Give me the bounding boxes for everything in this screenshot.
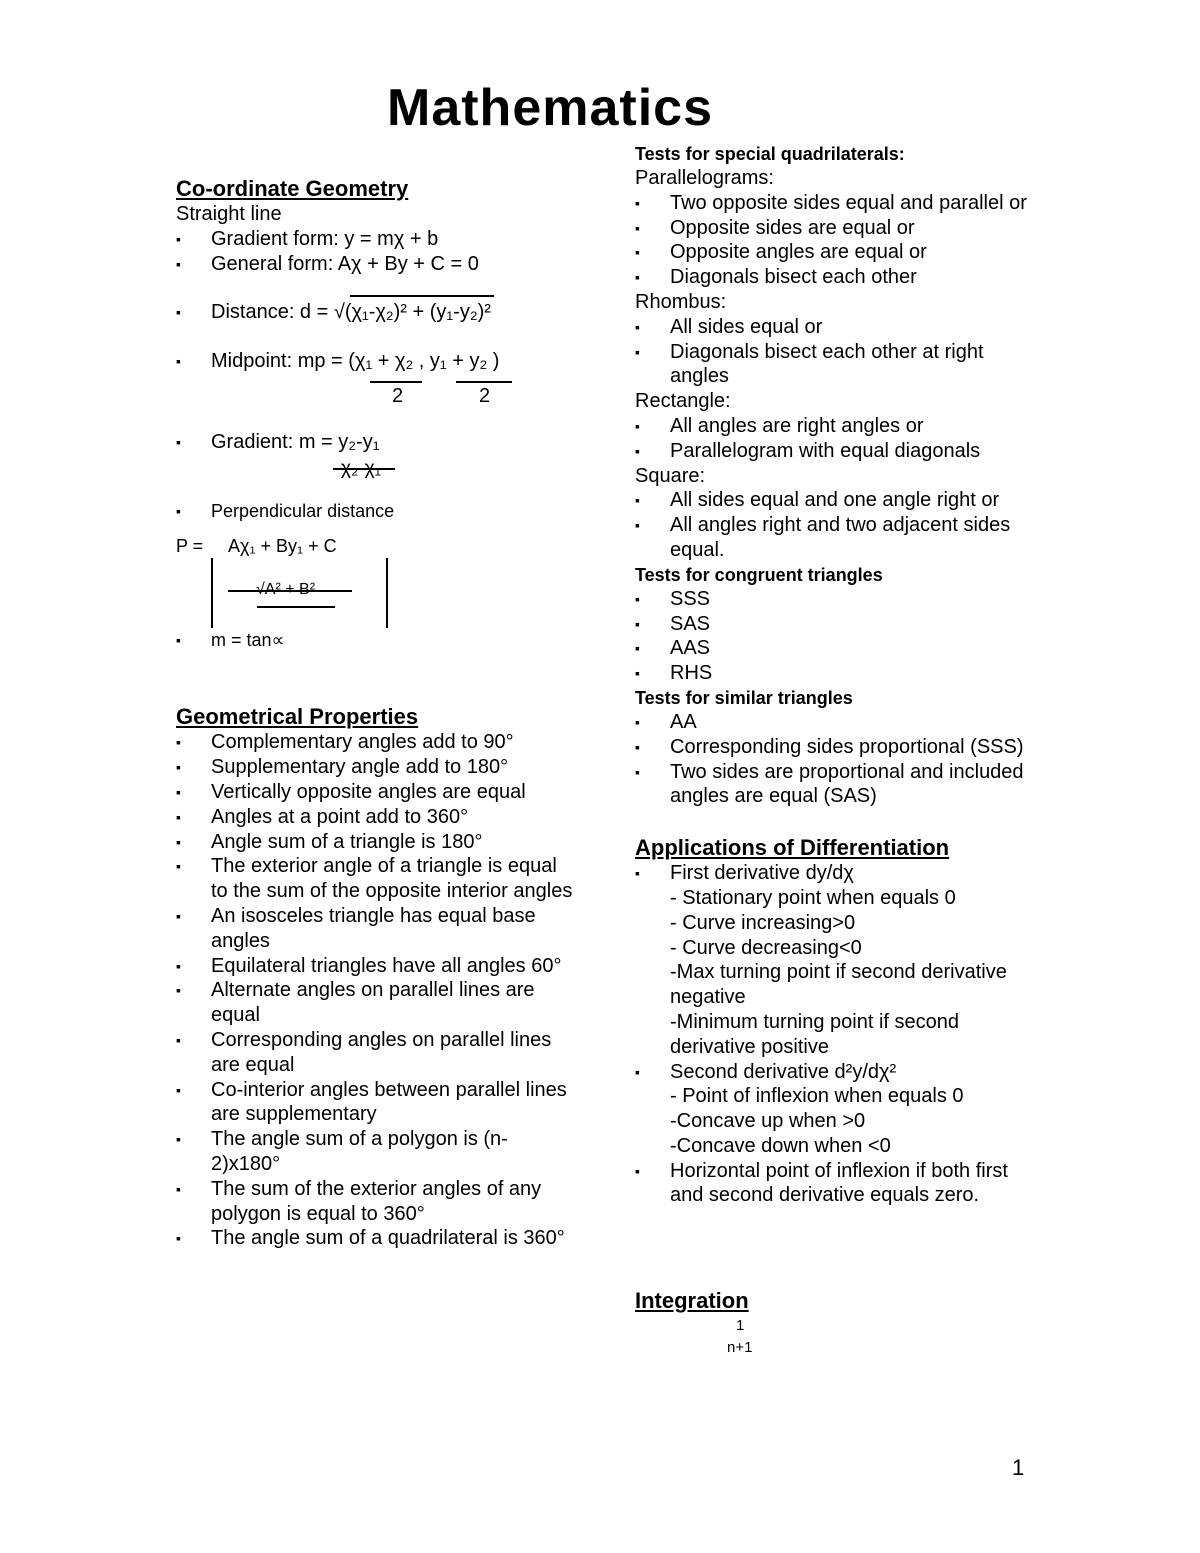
geometrical-property-item: ▪ Vertically opposite angles are equal xyxy=(176,780,576,805)
second-derivative-details xyxy=(635,1084,1035,1158)
general-form: ▪ General form: Aχ + By + C = 0 xyxy=(176,252,576,277)
similar-item: ▪ AA xyxy=(635,710,1035,735)
congruent-list xyxy=(635,587,1035,686)
similar-list xyxy=(635,710,1035,809)
right-column xyxy=(635,142,1035,1358)
p-equals: P = xyxy=(176,535,204,556)
rhombus-list xyxy=(635,315,1035,389)
midpoint-den-2: 2 xyxy=(479,384,491,407)
abs-right-bar xyxy=(386,558,388,628)
first-derivative-detail: - Stationary point when equals 0 xyxy=(670,886,956,909)
perpendicular-formula xyxy=(176,524,576,620)
square-item: ▪ All sides equal and one angle right or xyxy=(635,488,1035,513)
sqrt-overline xyxy=(350,295,494,297)
parallelograms-label: Parallelograms: xyxy=(635,167,774,189)
geometrical-property-item: ▪ Supplementary angle add to 180° xyxy=(176,755,576,780)
midpoint-list xyxy=(176,349,576,374)
midpoint-den-1: 2 xyxy=(392,384,404,407)
left-column xyxy=(176,176,576,1251)
first-derivative-detail: -Max turning point if second derivative negative xyxy=(670,961,1007,1009)
geometrical-property-item: ▪ The angle sum of a polygon is (n-2)x180° xyxy=(176,1127,576,1177)
straight-line-label: Straight line xyxy=(176,203,282,225)
gradient-list xyxy=(176,430,576,455)
p-numerator: Aχ₁ + By₁ + C xyxy=(228,535,337,556)
geometrical-property-item: ▪ Angles at a point add to 360° xyxy=(176,805,576,830)
p-denominator: √A² + B² xyxy=(256,580,316,598)
geometrical-property-item: ▪ Complementary angles add to 90° xyxy=(176,730,576,755)
tan-list xyxy=(176,628,576,653)
congruent-heading: Tests for congruent triangles xyxy=(635,564,883,585)
integration-fraction xyxy=(635,1314,1035,1358)
parallelogram-item: ▪ Opposite sides are equal or xyxy=(635,216,1035,241)
page-number: 1 xyxy=(1012,1455,1025,1480)
parallelogram-list xyxy=(635,191,1035,290)
integration-numerator: 1 xyxy=(736,1317,745,1335)
page-title: Mathematics xyxy=(387,79,713,137)
midpoint-bar-2 xyxy=(456,381,512,383)
similar-item: ▪ Corresponding sides proportional (SSS) xyxy=(635,735,1035,760)
straight-line-list xyxy=(176,227,576,277)
integration-denominator: n+1 xyxy=(727,1339,753,1357)
first-derivative-detail: - Curve increasing>0 xyxy=(670,911,856,934)
first-derivative: ▪ First derivative dy/dχ xyxy=(635,861,1035,886)
differentiation-list xyxy=(635,861,1035,886)
rectangle-list xyxy=(635,414,1035,464)
second-derivative-detail: -Concave down when <0 xyxy=(670,1134,891,1157)
gradient-form: ▪ Gradient form: y = mχ + b xyxy=(176,227,576,252)
rhombus-item: ▪ Diagonals bisect each other at right angles xyxy=(635,340,1035,390)
geometrical-property-item: ▪ The sum of the exterior angles of any polygon is equal to 360° xyxy=(176,1177,576,1227)
perpendicular-distance-label: ▪ Perpendicular distance xyxy=(176,499,576,524)
geometrical-properties-list xyxy=(176,730,576,1251)
midpoint-bar-1 xyxy=(370,381,422,383)
second-derivative: ▪ Second derivative d²y/dχ² xyxy=(635,1060,1035,1085)
rectangle-item: ▪ All angles are right angles or xyxy=(635,414,1035,439)
first-derivative-details xyxy=(635,886,1035,1060)
distance-formula: ▪ Distance: d = √(χ₁-χ₂)² + (y₁-y₂)² xyxy=(176,300,576,325)
tan-formula: ▪ m = tan∝ xyxy=(176,628,576,653)
geometrical-property-item: ▪ Co-interior angles between parallel lines are supplementary xyxy=(176,1078,576,1128)
first-derivative-detail: - Curve decreasing<0 xyxy=(670,936,862,959)
similar-item: ▪ Two sides are proportional and included angles are equal (SAS) xyxy=(635,760,1035,810)
square-item: ▪ All angles right and two adjacent sides equal. xyxy=(635,513,1035,563)
horizontal-inflexion: ▪ Horizontal point of inflexion if both first and second derivative equals zero. xyxy=(635,1159,1035,1209)
p-sqrt-overline xyxy=(257,606,335,608)
second-derivative-detail: -Concave up when >0 xyxy=(670,1110,866,1133)
congruent-item: ▪ AAS xyxy=(635,636,1035,661)
geometrical-property-item: ▪ Corresponding angles on parallel lines are equal xyxy=(176,1028,576,1078)
rhombus-label: Rhombus: xyxy=(635,290,727,313)
rectangle-item: ▪ Parallelogram with equal diagonals xyxy=(635,439,1035,464)
p-fraction-bar xyxy=(228,590,352,592)
second-derivative-list xyxy=(635,1060,1035,1085)
geometrical-properties-heading: Geometrical Properties xyxy=(176,704,419,730)
gradient-bar xyxy=(333,468,395,470)
quadrilaterals-heading: Tests for special quadrilaterals: xyxy=(635,144,905,164)
parallelogram-item: ▪ Two opposite sides equal and parallel or xyxy=(635,191,1035,216)
parallelogram-item: ▪ Opposite angles are equal or xyxy=(635,240,1035,265)
geometrical-property-item: ▪ Equilateral triangles have all angles 60° xyxy=(176,954,576,979)
geometrical-property-item: ▪ The exterior angle of a triangle is equal to the sum of the opposite interior angles xyxy=(176,854,576,904)
geometrical-property-item: ▪ An isosceles triangle has equal base angles xyxy=(176,904,576,954)
rhombus-item: ▪ All sides equal or xyxy=(635,315,1035,340)
congruent-item: ▪ SSS xyxy=(635,587,1035,612)
geometrical-property-item: ▪ The angle sum of a quadrilateral is 360° xyxy=(176,1226,576,1251)
congruent-item: ▪ RHS xyxy=(635,661,1035,686)
first-derivative-detail: -Minimum turning point if second derivative positive xyxy=(670,1010,960,1058)
square-list xyxy=(635,488,1035,562)
abs-left-bar xyxy=(211,558,213,628)
geometrical-property-item: ▪ Angle sum of a triangle is 180° xyxy=(176,830,576,855)
perp-list xyxy=(176,499,576,524)
rectangle-label: Rectangle: xyxy=(635,390,731,413)
integration-heading: Integration xyxy=(635,1288,749,1314)
horizontal-list xyxy=(635,1159,1035,1209)
gradient-numerator: ▪ Gradient: m = y₂-y₁ xyxy=(176,430,576,455)
gradient-denominator: χ₂-χ₁ xyxy=(341,457,382,479)
square-label: Square: xyxy=(635,464,706,487)
distance-list xyxy=(176,300,576,325)
second-derivative-detail: - Point of inflexion when equals 0 xyxy=(670,1085,964,1108)
coord-geometry-heading: Co-ordinate Geometry xyxy=(176,176,409,201)
midpoint-formula: ▪ Midpoint: mp = (χ₁ + χ₂ , y₁ + y₂ ) xyxy=(176,349,576,374)
parallelogram-item: ▪ Diagonals bisect each other xyxy=(635,265,1035,290)
congruent-item: ▪ SAS xyxy=(635,612,1035,637)
differentiation-heading: Applications of Differentiation xyxy=(635,835,950,861)
geometrical-property-item: ▪ Alternate angles on parallel lines are equal xyxy=(176,978,576,1028)
similar-heading: Tests for similar triangles xyxy=(635,687,853,708)
